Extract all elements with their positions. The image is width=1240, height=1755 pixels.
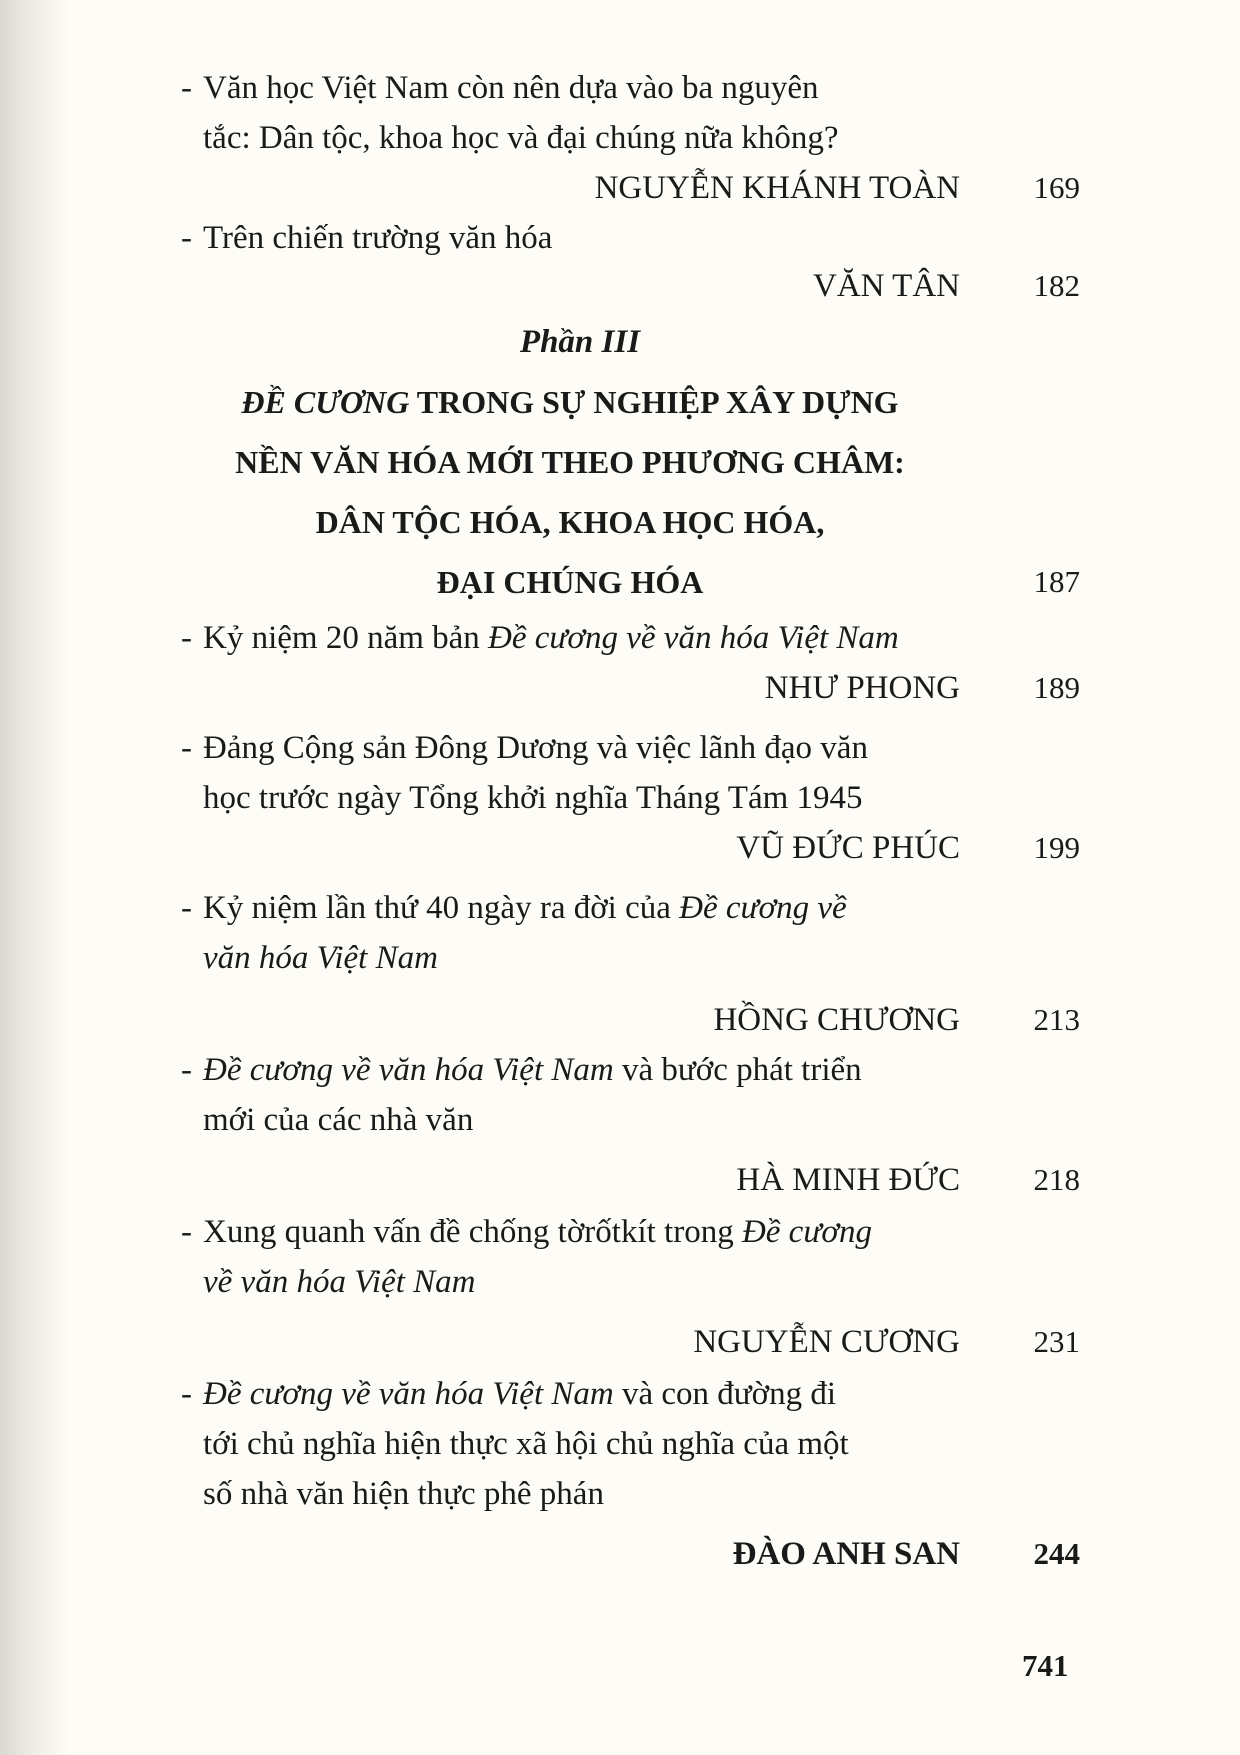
entry-title-line xyxy=(203,1100,473,1140)
entry-text: học trước ngày Tổng khởi nghĩa Tháng Tám 1945 xyxy=(203,780,863,816)
entry-author: NGUYỄN CƯƠNG xyxy=(693,1324,960,1360)
entry-text: Xung quanh vấn đề chống tờrốtkít trong xyxy=(203,1214,742,1250)
part-heading-line: ĐẠI CHÚNG HÓA xyxy=(436,564,704,600)
entry-title-line xyxy=(181,618,899,658)
part-label: Phần III xyxy=(519,324,641,360)
entry-text: Đảng Cộng sản Đông Dương và việc lãnh đạo văn xyxy=(203,730,868,766)
entry-text-italic: về văn hóa Việt Nam xyxy=(203,1264,476,1300)
part-heading-line: DÂN TỘC HÓA, KHOA HỌC HÓA, xyxy=(315,504,825,540)
entry-page-number: 169 xyxy=(1033,170,1080,205)
entry-bullet: - xyxy=(181,220,192,256)
entry-page-number: 213 xyxy=(1033,1002,1080,1037)
entry-author: VĂN TÂN xyxy=(813,268,960,304)
part-page-number: 187 xyxy=(1033,564,1080,599)
entry-title-line xyxy=(181,1050,862,1090)
entry-text: Kỷ niệm 20 năm bản xyxy=(203,620,489,656)
entry-title-line xyxy=(181,218,553,258)
part-heading-line: NỀN VĂN HÓA MỚI THEO PHƯƠNG CHÂM: xyxy=(235,444,905,480)
entry-title-line xyxy=(181,888,847,928)
entry-author: NHƯ PHONG xyxy=(764,670,960,706)
entry-bullet: - xyxy=(181,730,192,766)
entry-text-italic: Đề cương về văn hóa Việt Nam xyxy=(203,1376,614,1412)
entry-title-line xyxy=(203,778,863,818)
entry-bullet: - xyxy=(181,1376,192,1412)
entry-author: NGUYỄN KHÁNH TOÀN xyxy=(594,170,960,206)
entry-title-line xyxy=(181,1374,837,1414)
entry-page-number: 244 xyxy=(1033,1536,1080,1571)
entry-text: mới của các nhà văn xyxy=(203,1102,474,1138)
page-gutter-shadow xyxy=(0,0,70,1755)
entry-text: Trên chiến trường văn hóa xyxy=(203,220,553,256)
entry-bullet: - xyxy=(181,1052,192,1088)
entry-text: và bước phát triển xyxy=(613,1052,862,1088)
entry-title-line xyxy=(181,728,868,768)
entry-page-number: 218 xyxy=(1033,1162,1080,1197)
entry-author: HÀ MINH ĐỨC xyxy=(736,1162,960,1198)
entry-bullet: - xyxy=(181,1214,192,1250)
entry-bullet: - xyxy=(181,620,192,656)
entry-text-italic: Đề cương về xyxy=(679,890,847,926)
part-heading-italic: ĐỀ CƯƠNG xyxy=(241,384,410,420)
entry-page-number: 199 xyxy=(1033,830,1080,865)
entry-text: tới chủ nghĩa hiện thực xã hội chủ nghĩa của một xyxy=(203,1426,849,1462)
entry-bullet: - xyxy=(181,70,192,106)
entry-author: HỒNG CHƯƠNG xyxy=(713,1002,960,1038)
entry-text-italic: Đề cương về văn hóa Việt Nam xyxy=(203,1052,614,1088)
entry-text: số nhà văn hiện thực phê phán xyxy=(203,1476,604,1512)
entry-author: ĐÀO ANH SAN xyxy=(732,1536,960,1572)
entry-text: và con đường đi xyxy=(613,1376,837,1412)
entry-title-line xyxy=(203,118,839,158)
part-heading-text: TRONG SỰ NGHIỆP XÂY DỰNG xyxy=(409,384,899,420)
part-heading-line xyxy=(180,382,960,422)
footer-page-number: 741 xyxy=(1022,1648,1069,1683)
entry-title-line xyxy=(203,938,438,978)
entry-text-italic: Đề cương về văn hóa Việt Nam xyxy=(488,620,899,656)
entry-page-number: 231 xyxy=(1033,1324,1080,1359)
entry-text: Kỷ niệm lần thứ 40 ngày ra đời của xyxy=(203,890,680,926)
entry-text-italic: Đề cương xyxy=(741,1214,872,1250)
entry-title-line xyxy=(181,68,819,108)
entry-text: tắc: Dân tộc, khoa học và đại chúng nữa không? xyxy=(203,120,839,156)
entry-title-line xyxy=(203,1474,604,1514)
entry-title-line xyxy=(181,1212,872,1252)
entry-author: VŨ ĐỨC PHÚC xyxy=(736,830,960,866)
entry-page-number: 182 xyxy=(1033,268,1080,303)
entry-title-line xyxy=(203,1262,475,1302)
entry-title-line xyxy=(203,1424,849,1464)
entry-text: Văn học Việt Nam còn nên dựa vào ba nguyên xyxy=(203,70,819,106)
entry-text-italic: văn hóa Việt Nam xyxy=(203,940,438,976)
entry-bullet: - xyxy=(181,890,192,926)
entry-page-number: 189 xyxy=(1033,670,1080,705)
